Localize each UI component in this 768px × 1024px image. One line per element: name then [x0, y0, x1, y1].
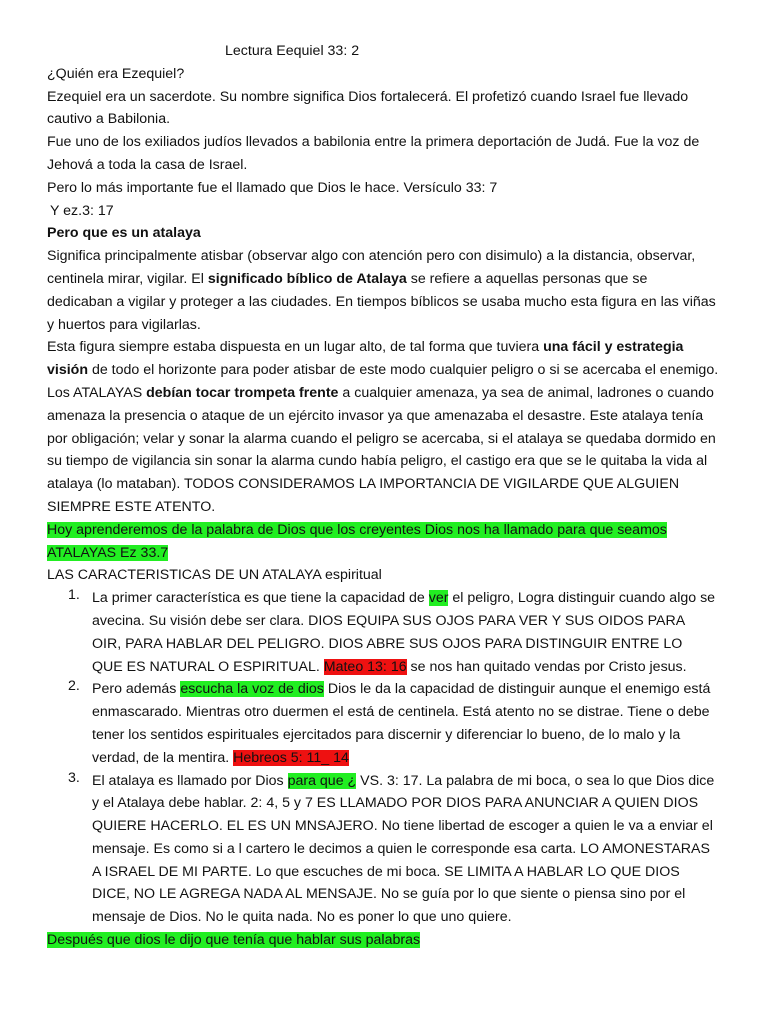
highlighted-line — [47, 929, 727, 952]
green-highlight: Hoy aprenderemos de la palabra de Dios que los creyentes Dios nos ha llamado para que seamos — [47, 521, 667, 538]
paragraph-line: mensaje. Es como si a l cartero le decimos a quien le corresponde esa carta. LO AMONESTARAS — [92, 840, 710, 857]
list-number: 2. — [68, 678, 80, 695]
text-span: centinela mirar, vigilar. El — [47, 270, 208, 287]
paragraph-line: Significa principalmente atisbar (observar algo con atención pero con disimulo) a la distancia, observar, — [47, 248, 696, 265]
list-item — [47, 587, 727, 678]
green-highlight: ver — [428, 590, 449, 607]
green-highlight: Después que dios le dijo que tenía que hablar sus palabras — [47, 932, 421, 949]
paragraph-line: ¿Quién era Ezequiel? — [47, 65, 185, 82]
green-highlight: ATALAYAS Ez 33.7 — [47, 544, 169, 561]
paragraph-line — [92, 656, 727, 679]
green-highlight: escucha la voz de dios — [180, 681, 324, 698]
bold-text: debían tocar trompeta frente — [146, 384, 339, 401]
paragraph-line: por obligación; velar y sonar la alarma cuando el peligro se acercaba, si el atalaya se quedaba dormido en — [47, 430, 716, 447]
text-span: Pero además — [92, 681, 181, 698]
text-span: verdad, de la mentira. — [92, 749, 234, 766]
paragraph-line: avecina. Su visión debe ser clara. DIOS EQUIPA SUS OJOS PARA VER Y SUS OIDOS PARA — [92, 612, 686, 629]
red-highlight: Hebreos 5: 11_ 14 — [233, 749, 349, 766]
document-title: Lectura Eequiel 33: 2 — [225, 43, 360, 59]
paragraph-line: Jehová a toda la casa de Israel. — [47, 156, 248, 173]
text-span: Dios le da la capacidad de distinguir aunque el enemigo está — [323, 681, 711, 698]
highlighted-line — [47, 542, 727, 565]
paragraph-line — [92, 747, 727, 770]
paragraph-line: su tiempo de vigilancia sin sonar la alarma cundo había peligro, el castigo era que se le quitaba la vida al — [47, 453, 708, 470]
text-span: a cualquier amenaza, ya sea de animal, ladrones o cuando — [338, 384, 714, 401]
list-item — [47, 770, 727, 930]
highlighted-line — [47, 519, 727, 542]
document-page — [47, 40, 727, 952]
paragraph-line: dedicaban a vigilar y proteger a las ciudades. En tiempos bíblicos se usaba mucho esta figura en las viñas — [47, 293, 716, 310]
text-span: se refiere a aquellas personas que se — [406, 270, 648, 287]
paragraph-line: y huertos para vigilarlas. — [47, 316, 201, 333]
text-span: La primer característica es que tiene la capacidad de — [92, 590, 429, 607]
section-heading — [47, 222, 727, 245]
paragraph-line: Pero lo más importante fue el llamado que Dios le hace. Versículo 33: 7 — [47, 179, 498, 196]
paragraph-line: y el Atalaya debe hablar. 2: 4, 5 y 7 ES LLAMADO POR DIOS PARA ANUNCIAR A QUIEN DIOS — [92, 795, 699, 812]
text-span: se nos han quitado vendas por Cristo jesus. — [406, 658, 687, 675]
paragraph-line: SIEMPRE ESTE ATENTO. — [47, 498, 216, 515]
paragraph-line: DICE, NO LE AGREGA NADA AL MENSAJE. No se guía por lo que siente o piensa sino por el — [92, 886, 686, 903]
text-span: el peligro, Logra distinguir cuando algo se — [448, 590, 716, 607]
text-span: Esta figura siempre estaba dispuesta en un lugar alto, de tal forma que tuviera — [47, 339, 544, 356]
characteristics-list — [47, 587, 727, 929]
text-span: El atalaya es llamado por Dios — [92, 772, 288, 789]
bold-text: significado bíblico de Atalaya — [207, 270, 407, 287]
text-span: Los ATALAYAS — [47, 384, 147, 401]
text-span: de todo el horizonte para poder atisbar de este modo cualquier peligro o si se acercaba el enemigo. — [88, 362, 719, 379]
paragraph-line: cautivo a Babilonia. — [47, 111, 171, 128]
paragraph-line — [47, 268, 727, 291]
paragraph-line — [47, 382, 727, 405]
text-span: VS. 3: 17. La palabra de mi boca, o sea lo que Dios dice — [356, 772, 715, 789]
paragraph-line: Y ez.3: 17 — [50, 202, 114, 219]
paragraph-line: Fue uno de los exiliados judíos llevados a babilonia entre la primera deportación de Judá. Fue la voz de — [47, 134, 700, 151]
bold-text: visión — [47, 362, 88, 379]
list-number: 1. — [68, 587, 80, 604]
paragraph-line — [92, 678, 727, 701]
list-item — [47, 678, 727, 769]
paragraph-line: enmascarado. Mientras otro duermen el está de centinela. Está atento no se distrae. Tiene o debe — [92, 704, 710, 721]
paragraph-line: A ISRAEL DE MI PARTE. Lo que escuches de mi boca. SE LIMITA A HABLAR LO QUE DIOS — [92, 863, 680, 880]
paragraph-line: amenaza la presencia o ataque de un ejército invasor ya que amenazaba el desastre. Este atalaya tenía — [47, 407, 704, 424]
list-number: 3. — [68, 769, 80, 786]
paragraph-line: mensaje de Dios. No le quita nada. No es poner lo que uno quiere. — [92, 909, 512, 926]
green-highlight: para que ¿ — [287, 772, 357, 789]
paragraph-line — [47, 359, 727, 382]
red-highlight: Mateo 13: 16 — [323, 658, 407, 675]
paragraph-line: tener los sentidos espirituales ejercitados para discernir y diferenciar lo bueno, de lo malo y la — [92, 726, 681, 743]
text-span: QUE ES NATURAL O ESPIRITUAL. — [92, 658, 324, 675]
paragraph-line — [92, 770, 727, 793]
characteristics-heading: LAS CARACTERISTICAS DE UN ATALAYA espiritual — [47, 567, 382, 584]
paragraph-line — [92, 587, 727, 610]
paragraph-line — [47, 336, 727, 359]
paragraph-line: Ezequiel era un sacerdote. Su nombre significa Dios fortalecerá. El profetizó cuando Israel fue llevado — [47, 88, 689, 105]
paragraph-line: QUIERE HACERLO. EL ES UN MNSAJERO. No tiene libertad de escoger a quien le va a enviar el — [92, 818, 713, 835]
paragraph-line: atalaya (lo mataban). TODOS CONSIDERAMOS LA IMPORTANCIA DE VIGILARDE QUE ALGUIEN — [47, 476, 680, 493]
paragraph-line: OIR, PARA HABLAR DEL PELIGRO. DIOS ABRE SUS OJOS PARA DISTINGUIR ENTRE LO — [92, 635, 683, 652]
section-heading-text: Pero que es un atalaya — [47, 225, 201, 242]
bold-text: una fácil y estrategia — [543, 339, 684, 356]
